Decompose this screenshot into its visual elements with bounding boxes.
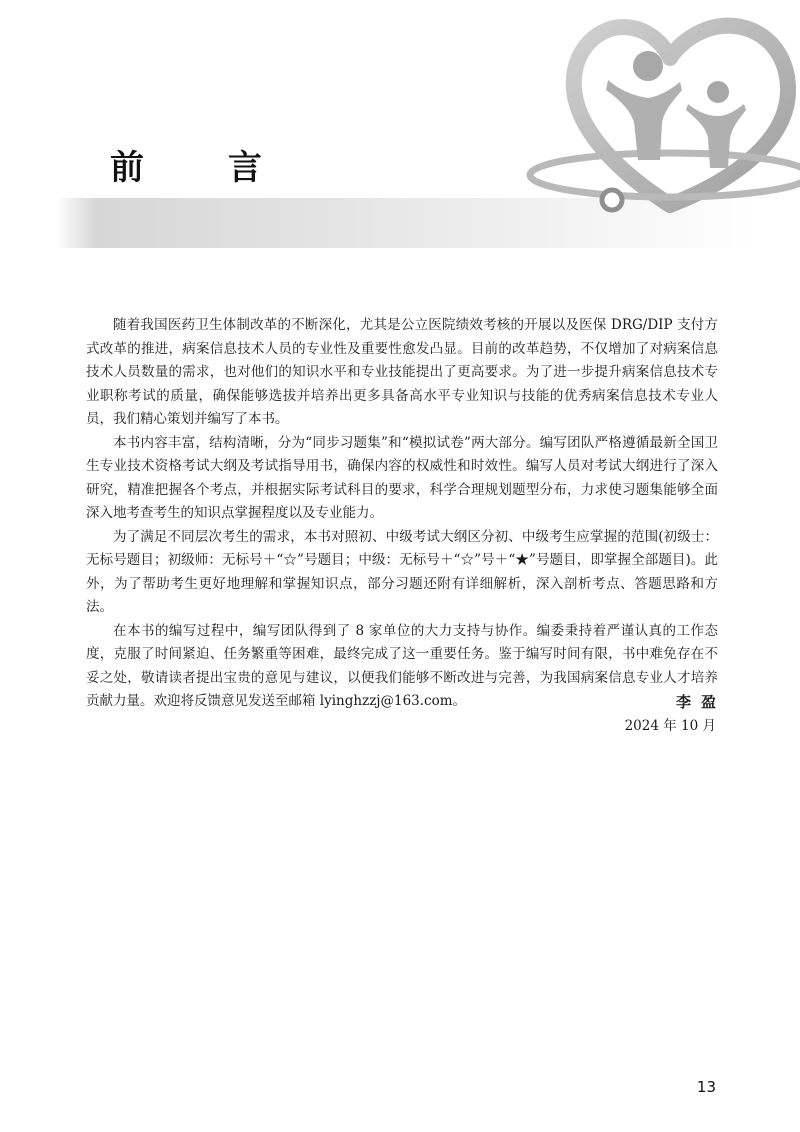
paragraph: 随着我国医药卫生体制改革的不断深化，尤其是公立医院绩效考核的开展以及医保 DRG/DIP 支付方式改革的推进，病案信息技术人员的专业性及重要性愈发凸显。目前的改革趋势，不仅增加了对病案信息技术人员数量的需求，也对他们的知识水平和专业技能提出了更高要求。为了进一步提升病案信息技术专业职称考试的质量，确保能够选拔并培养出更多具备高水平专业知识与技能的优秀病案信息技术专业人员，我们精心策划并编写了本书。 [86, 317, 718, 427]
author-name: 李盈 [675, 693, 726, 711]
heart-family-logo-icon [520, 0, 800, 230]
signature-block [624, 690, 726, 738]
signature-date: 2024 年 10 月 [624, 718, 716, 734]
preface-body [86, 314, 718, 714]
page-title: 前 言 [110, 148, 298, 188]
page-number: 13 [696, 1078, 716, 1096]
paragraph: 本书内容丰富，结构清晰，分为“同步习题集”和“模拟试卷”两大部分。编写团队严格遵循最新全国卫生专业技术资格考试大纲及考试指导用书，确保内容的权威性和时效性。编写人员对考试大纲进行了深入研究，精准把握各个考点，并根据实际考试科目的要求，科学合理规划题型分布，力求使习题集能够全面深入地考查考生的知识点掌握程度以及专业能力。 [86, 434, 718, 521]
paragraph: 为了满足不同层次考生的需求，本书对照初、中级考试大纲区分初、中级考生应掌握的范围(初级士：无标号题目；初级师：无标号＋“☆”号题目；中级：无标号＋“☆”号＋“★”号题目，即掌握全部题目)。此外，为了帮助考生更好地理解和掌握知识点，部分习题还附有详细解析，深入剖析考点、答题思路和方法。 [86, 528, 718, 615]
paragraph: 在本书的编写过程中，编写团队得到了 8 家单位的大力支持与协作。编委秉持着严谨认真的工作态度，克服了时间紧迫、任务繁重等困难，最终完成了这一重要任务。鉴于编写时间有限，书中难免存在不妥之处，敬请读者提出宝贵的意见与建议，以便我们能够不断改进与完善，为我国病案信息专业人才培养贡献力量。欢迎将反馈意见发送至邮箱 lyinghzzj@163.com。 [86, 622, 718, 709]
